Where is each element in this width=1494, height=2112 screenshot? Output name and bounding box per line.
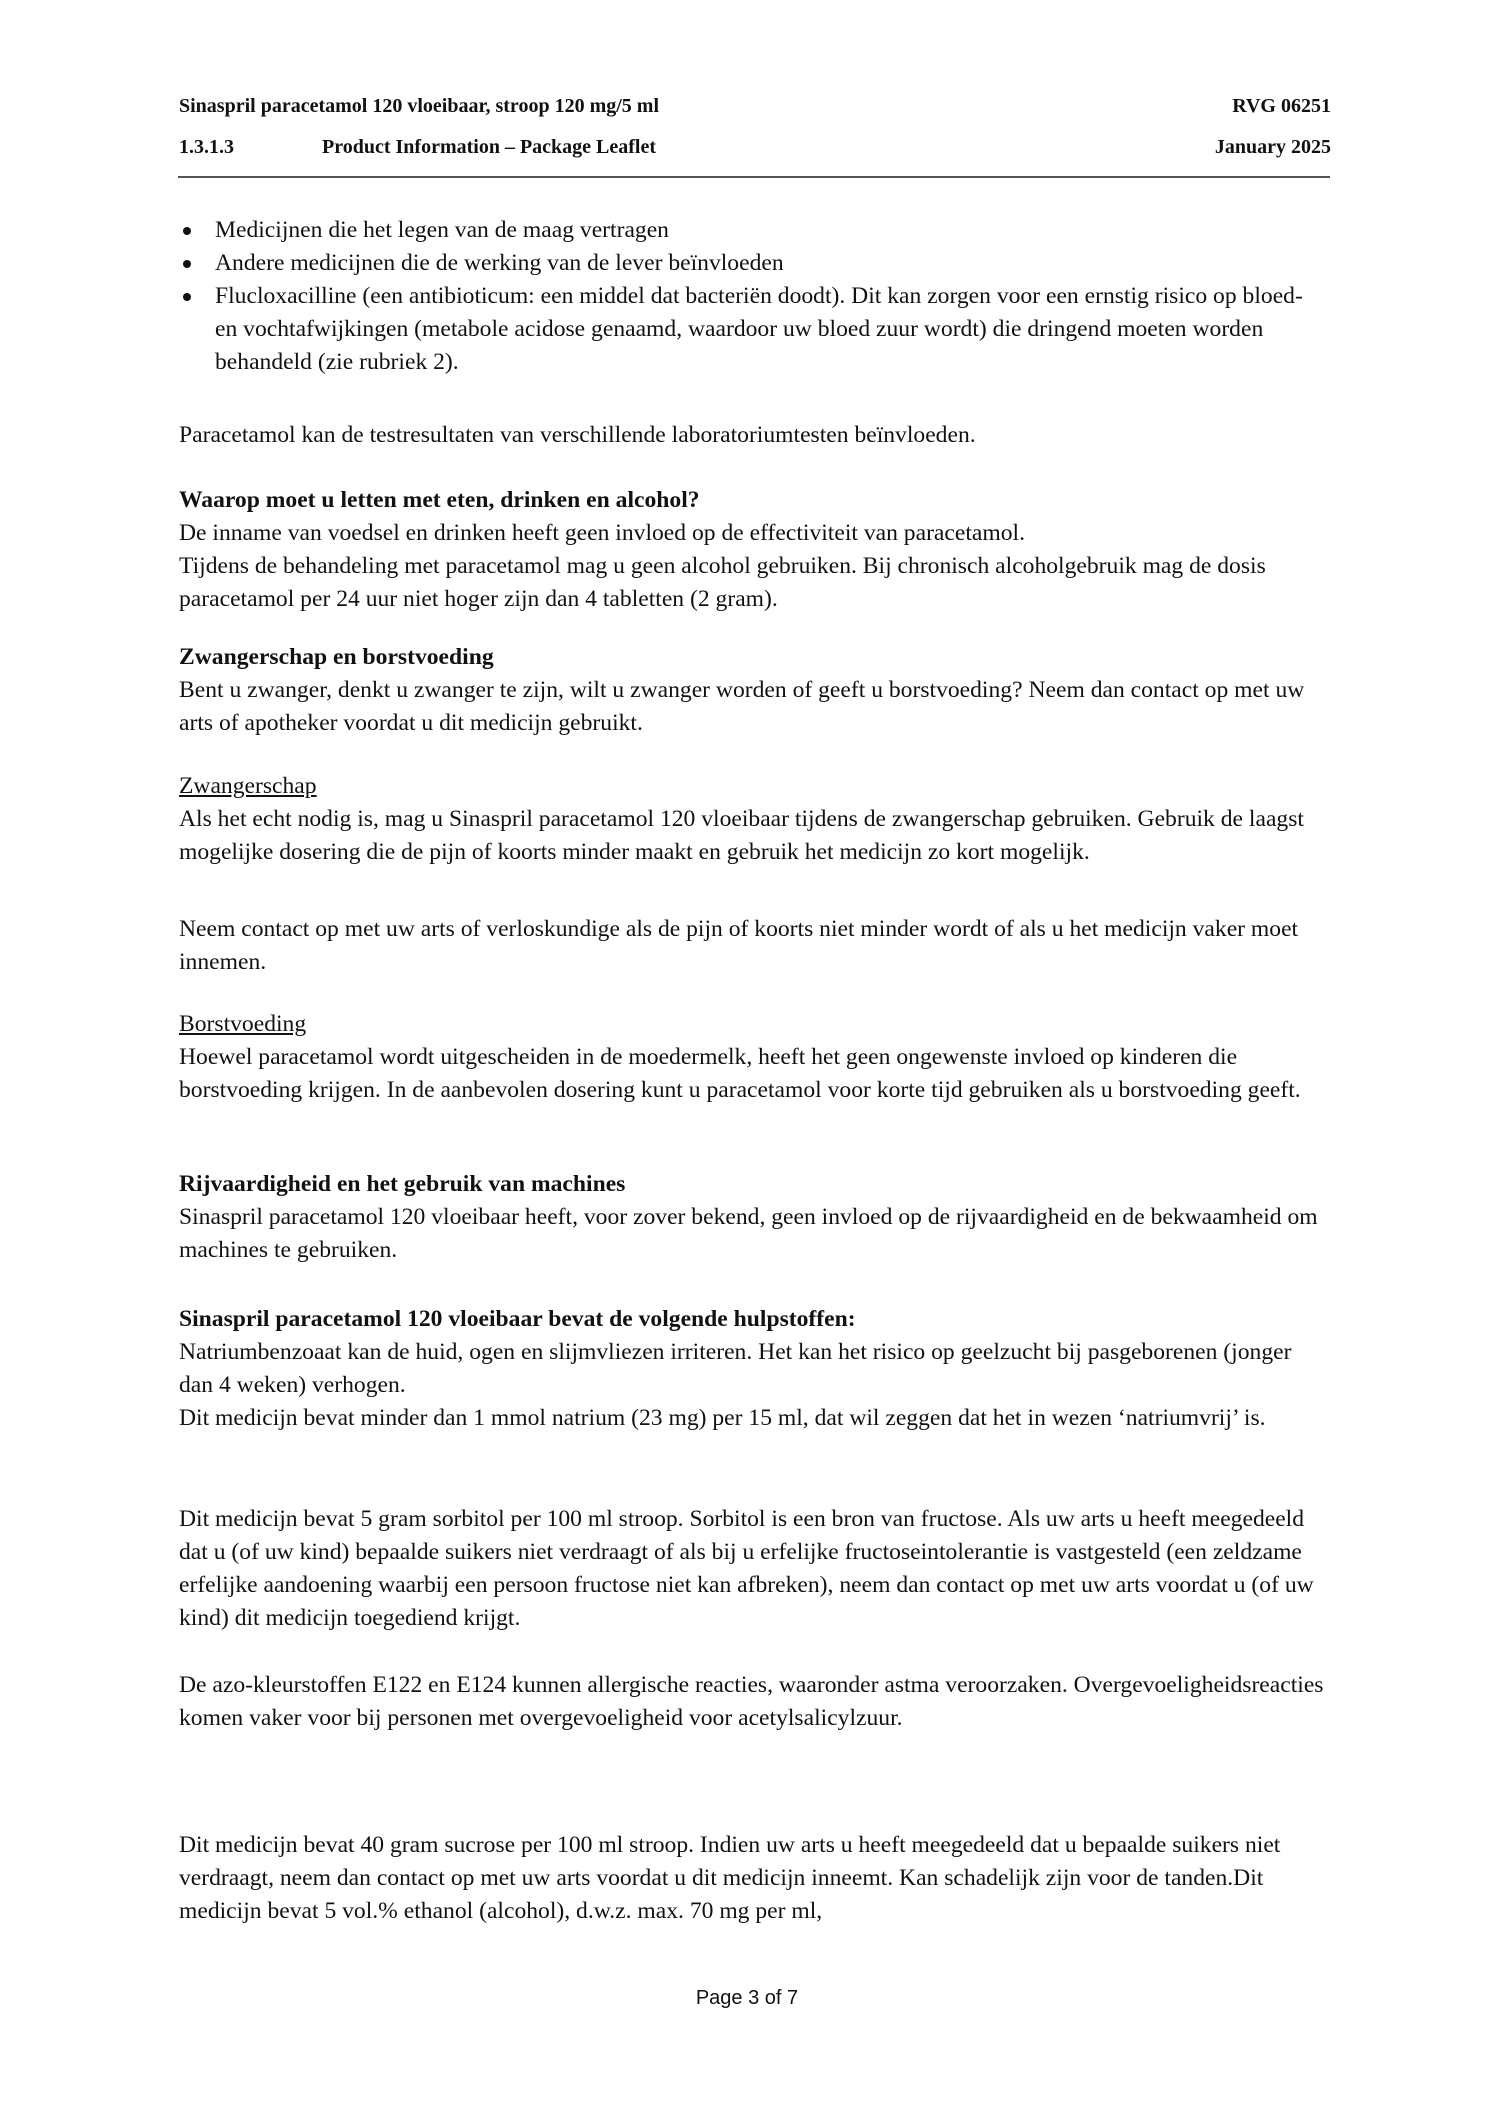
food-paragraph-1: De inname van voedsel en drinken heeft geen invloed op de effectiviteit van paracetamol.	[179, 520, 1025, 546]
list-item	[179, 247, 1329, 280]
driving-heading: Rijvaardigheid en het gebruik van machines	[179, 1171, 626, 1197]
pregnancy-section	[179, 641, 1329, 740]
list-item-text: Andere medicijnen die de werking van de lever beïnvloeden	[215, 250, 784, 276]
driving-text: Sinaspril paracetamol 120 vloeibaar heeft, voor zover bekend, geen invloed op de rijvaardigheid en de bekwaamheid om machines te gebruiken.	[179, 1204, 1318, 1263]
azo-dyes-text: De azo-kleurstoffen E122 en E124 kunnen allergische reacties, waaronder astma veroorzaken. Overgevoeligheidsreacties komen vaker voor bij personen met overgevoeligheid voor acetylsalicylzuur.	[179, 1672, 1324, 1731]
bullet-icon	[183, 293, 191, 301]
sorbitol-text: Dit medicijn bevat 5 gram sorbitol per 100 ml stroop. Sorbitol is een bron van fructose. Als uw arts u heeft meegedeeld dat u (of uw kind) bepaalde suikers niet verdraagt of als bij u erfelijke fructoseintolerantie is vastgesteld (een zeldzame erfelijke aandoening waarbij een persoon fructose niet kan afbreken), neem dan contact op met uw arts voordat u (of uw kind) dit medicijn toegediend krijgt.	[179, 1506, 1314, 1631]
sucrose-text: Dit medicijn bevat 40 gram sucrose per 100 ml stroop. Indien uw arts u heeft meegedeeld dat u bepaalde suikers niet verdraagt, neem dan contact op met uw arts voordat u dit medicijn inneemt. Kan schadelijk zijn voor de tanden.Dit medicijn bevat 5 vol.% ethanol (alcohol), d.w.z. max. 70 mg per ml,	[179, 1832, 1281, 1924]
breastfeeding-subheading: Borstvoeding	[179, 1011, 307, 1037]
document-date: January 2025	[1214, 136, 1331, 158]
pregnancy-text: Als het echt nodig is, mag u Sinaspril paracetamol 120 vloeibaar tijdens de zwangerschap gebruiken. Gebruik de laagst mogelijke dosering die de pijn of koorts minder maakt en gebruik het medicijn zo kort mogelijk.	[179, 806, 1304, 865]
pregnancy-subheading: Zwangerschap	[179, 773, 317, 799]
bullet-icon	[183, 260, 191, 268]
pregnancy-intro: Bent u zwanger, denkt u zwanger te zijn, wilt u zwanger worden of geeft u borstvoeding? Neem dan contact op met uw arts of apotheker voordat u dit medicijn gebruikt.	[179, 677, 1305, 736]
interaction-bullet-list	[179, 214, 1329, 379]
rvg-number: RVG 06251	[1232, 95, 1331, 117]
sodium-text: Dit medicijn bevat minder dan 1 mmol natrium (23 mg) per 15 ml, dat wil zeggen dat het in wezen ‘natriumvrij’ is.	[179, 1405, 1266, 1431]
breastfeeding-subsection	[179, 1008, 1329, 1107]
breastfeeding-text: Hoewel paracetamol wordt uitgescheiden in de moedermelk, heeft het geen ongewenste invloed op kinderen die borstvoeding krijgen. In de aanbevolen dosering kunt u paracetamol voor korte tijd gebruiken als u borstvoeding geeft.	[179, 1044, 1301, 1103]
section-title: Product Information – Package Leaflet	[322, 136, 657, 158]
pregnancy-heading: Zwangerschap en borstvoeding	[179, 644, 494, 670]
list-item	[179, 280, 1329, 379]
excipients-section	[179, 1303, 1329, 1435]
excipients-heading: Sinaspril paracetamol 120 vloeibaar bevat de volgende hulpstoffen:	[179, 1306, 856, 1332]
list-item-text: Medicijnen die het legen van de maag vertragen	[215, 217, 669, 243]
food-paragraph-2: Tijdens de behandeling met paracetamol mag u geen alcohol gebruiken. Bij chronisch alcoholgebruik mag de dosis paracetamol per 24 uur niet hoger zijn dan 4 tabletten (2 gram).	[179, 553, 1266, 612]
food-heading: Waarop moet u letten met eten, drinken en alcohol?	[179, 487, 700, 513]
benzoate-text: Natriumbenzoaat kan de huid, ogen en slijmvliezen irriteren. Het kan het risico op geelzucht bij pasgeborenen (jonger dan 4 weken) verhogen.	[179, 1339, 1292, 1398]
pregnancy-subsection	[179, 770, 1329, 869]
header-divider	[178, 176, 1330, 178]
page-number: Page 3 of 7	[695, 1987, 799, 2009]
pregnancy-contact-text: Neem contact op met uw arts of verloskundige als de pijn of koorts niet minder wordt of als u het medicijn vaker moet innemen.	[179, 916, 1299, 975]
document-title: Sinaspril paracetamol 120 vloeibaar, stroop 120 mg/5 ml	[179, 95, 659, 117]
list-item	[179, 214, 1329, 247]
driving-section	[179, 1168, 1329, 1267]
food-section	[179, 484, 1329, 616]
lab-tests-paragraph: Paracetamol kan de testresultaten van verschillende laboratoriumtesten beïnvloeden.	[179, 422, 976, 448]
list-item-text: Flucloxacilline (een antibioticum: een middel dat bacteriën doodt). Dit kan zorgen voor een ernstig risico op bloed- en vochtafwijkingen (metabole acidose genaamd, waardoor uw bloed zuur wordt) die dringend moeten worden behandeld (zie rubriek 2).	[215, 283, 1303, 375]
bullet-icon	[183, 227, 191, 235]
section-number: 1.3.1.3	[179, 136, 234, 158]
